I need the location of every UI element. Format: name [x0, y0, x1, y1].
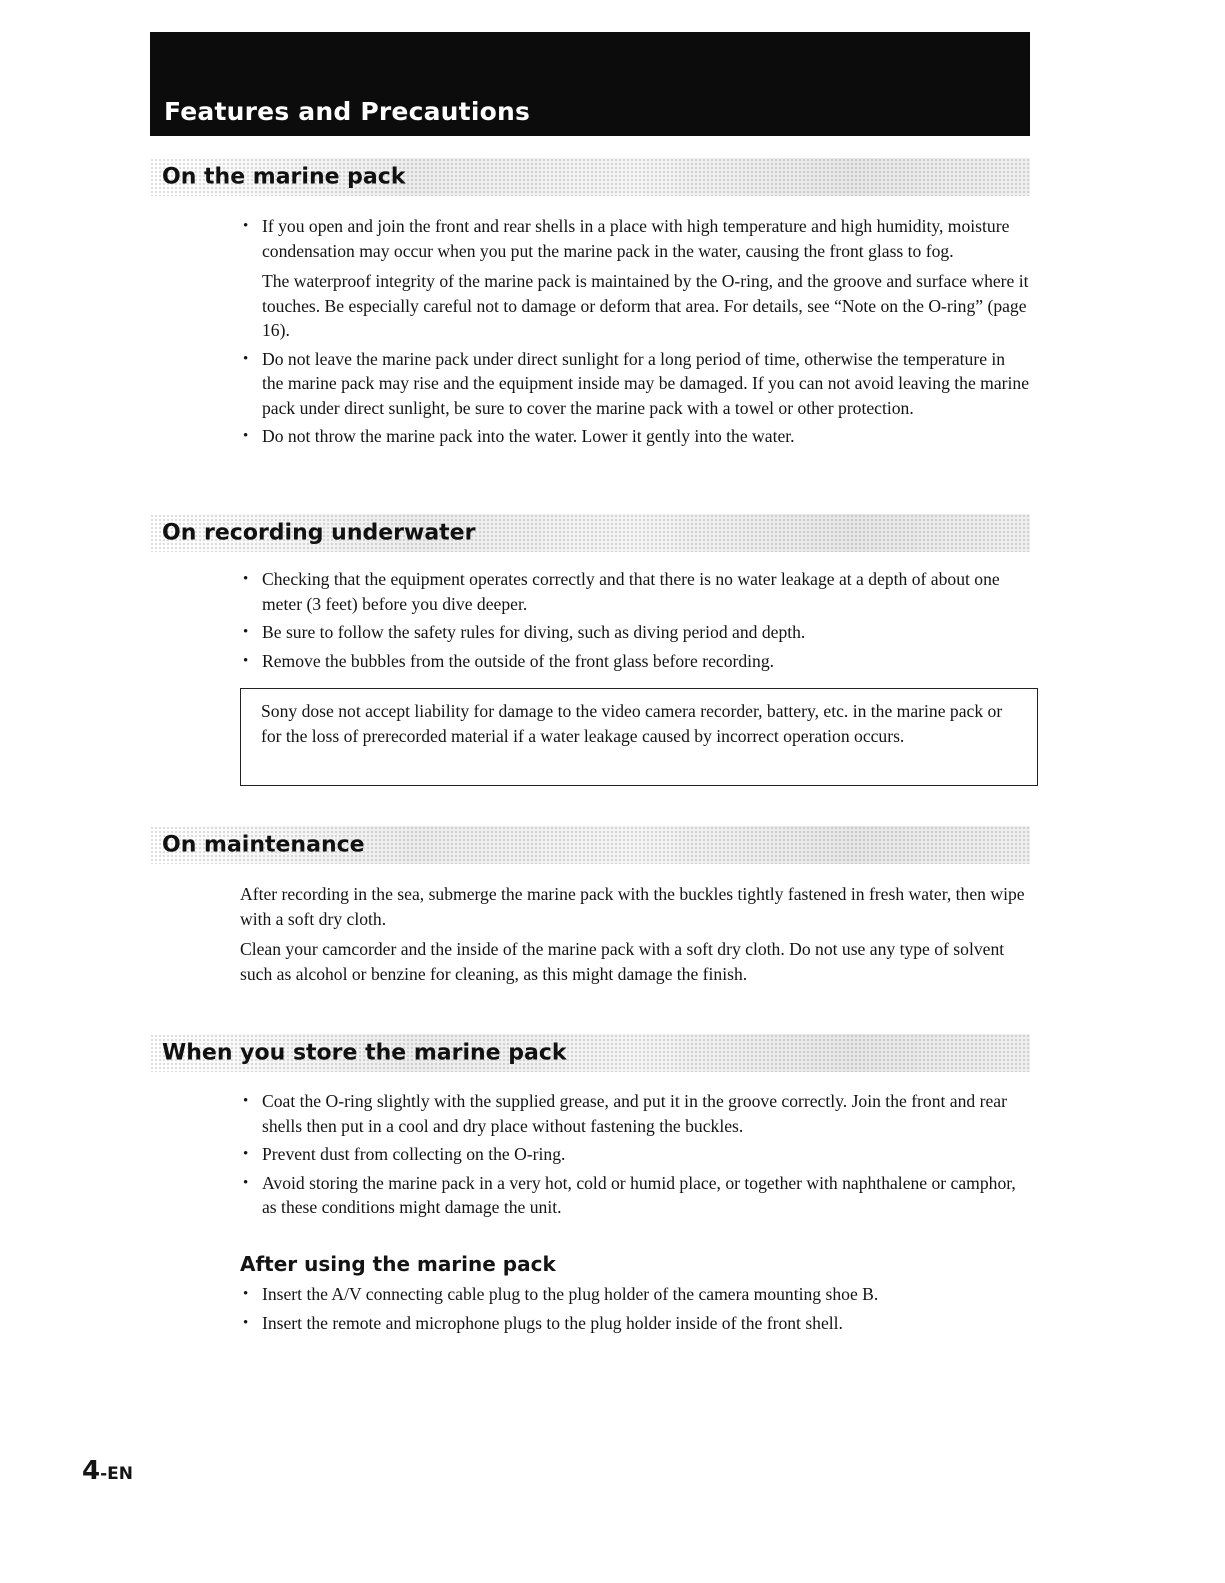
bullet-icon: • [243, 218, 249, 234]
storage-content [240, 1089, 1030, 1224]
list-item [240, 649, 1030, 674]
section-header-maintenance [150, 826, 1030, 864]
list-item [240, 567, 1030, 616]
liability-notice-text: Sony dose not accept liability for damage to the video camera recorder, battery, etc. in the marine pack or for the loss of prerecorded material if a water leakage caused by incorrect operation occurs. [261, 701, 1003, 746]
after-use-content [240, 1282, 1030, 1339]
list-item [240, 214, 1030, 343]
bullet-icon: • [243, 652, 249, 669]
bullet-list [240, 567, 1030, 673]
bullet-icon: • [243, 428, 249, 444]
page-number [82, 1456, 133, 1486]
list-item [240, 1311, 1030, 1336]
list-item [240, 1282, 1030, 1307]
recording-content [240, 567, 1030, 677]
bullet-icon: • [243, 1174, 249, 1191]
list-item [240, 1142, 1030, 1167]
page-title-bar [150, 32, 1030, 136]
section-header-storage [150, 1034, 1030, 1072]
bullet-icon: • [243, 1093, 249, 1109]
list-item [240, 1171, 1030, 1220]
list-item-text: Remove the bubbles from the outside of the front glass before recording. [262, 650, 775, 671]
list-item [240, 620, 1030, 645]
list-item-text: Insert the A/V connecting cable plug to the plug holder of the camera mounting shoe B. [262, 1284, 879, 1304]
marine-pack-content [240, 214, 1030, 453]
paragraph: After recording in the sea, submerge the marine pack with the buckles tightly fastened in fresh water, then wipe with a soft dry cloth. [240, 884, 1025, 929]
list-item-text: Checking that the equipment operates correctly and that there is no water leakage at a depth of about one meter (3 feet) before you dive deeper. [262, 569, 1000, 614]
paragraph: Clean your camcorder and the inside of the marine pack with a soft dry cloth. Do not use any type of solvent such as alcohol or benzine for cleaning, as this might damage the finish. [240, 939, 1005, 984]
list-item [240, 1089, 1030, 1138]
list-item-text: Insert the remote and microphone plugs to the plug holder inside of the front shell. [262, 1312, 843, 1333]
list-item [240, 424, 1030, 449]
bullet-icon: • [243, 624, 249, 640]
list-item [240, 347, 1030, 421]
page-number-suffix: -EN [100, 1464, 133, 1484]
list-item-text: Prevent dust from collecting on the O-ring. [262, 1144, 566, 1164]
section-heading: On recording underwater [162, 520, 476, 546]
bullet-icon: • [243, 571, 249, 587]
bullet-icon: • [243, 350, 249, 367]
bullet-icon: • [243, 1286, 249, 1302]
list-item-text: Be sure to follow the safety rules for diving, such as diving period and depth. [262, 622, 806, 642]
list-item-text: Do not throw the marine pack into the water. Lower it gently into the water. [262, 426, 795, 446]
bullet-icon: • [243, 1146, 249, 1162]
section-heading: On maintenance [162, 832, 365, 858]
liability-notice-box [240, 688, 1038, 786]
section-header-recording [150, 514, 1030, 552]
list-item-text: Avoid storing the marine pack in a very hot, cold or humid place, or together with naphthalene or camphor, as these conditions might damage the unit. [262, 1172, 1016, 1217]
list-item-text: Do not leave the marine pack under direct sunlight for a long period of time, otherwise the temperature in the marine pack may rise and the equipment inside may be damaged. If you can not avoid leaving the marine pack under direct sunlight, be sure to cover the marine pack with a towel or other protection. [262, 348, 1030, 418]
list-item-text: If you open and join the front and rear shells in a place with high temperature and high humidity, moisture condensation may occur when you put the marine pack in the water, causing the front glass to fog. [262, 216, 1010, 261]
bullet-list [240, 1089, 1030, 1220]
bullet-icon: • [243, 1314, 249, 1331]
page-title: Features and Precautions [164, 97, 531, 126]
section-header-marine-pack [150, 158, 1030, 196]
subsection-heading: After using the marine pack [240, 1252, 556, 1276]
list-item-text: The waterproof integrity of the marine pack is maintained by the O-ring, and the groove and surface where it touches. Be especially careful not to damage or deform that area. For details, see “Note on the O-ring” (page 16). [262, 271, 1029, 340]
section-heading: On the marine pack [162, 164, 406, 190]
list-item-text: Coat the O-ring slightly with the supplied grease, and put it in the groove correctly. Join the front and rear shells then put in a cool and dry place without fastening the buckles. [262, 1091, 1007, 1136]
maintenance-content [240, 882, 1030, 986]
section-heading: When you store the marine pack [162, 1040, 567, 1066]
page-number-value: 4 [82, 1456, 101, 1486]
bullet-list [240, 1282, 1030, 1335]
bullet-list [240, 214, 1030, 449]
